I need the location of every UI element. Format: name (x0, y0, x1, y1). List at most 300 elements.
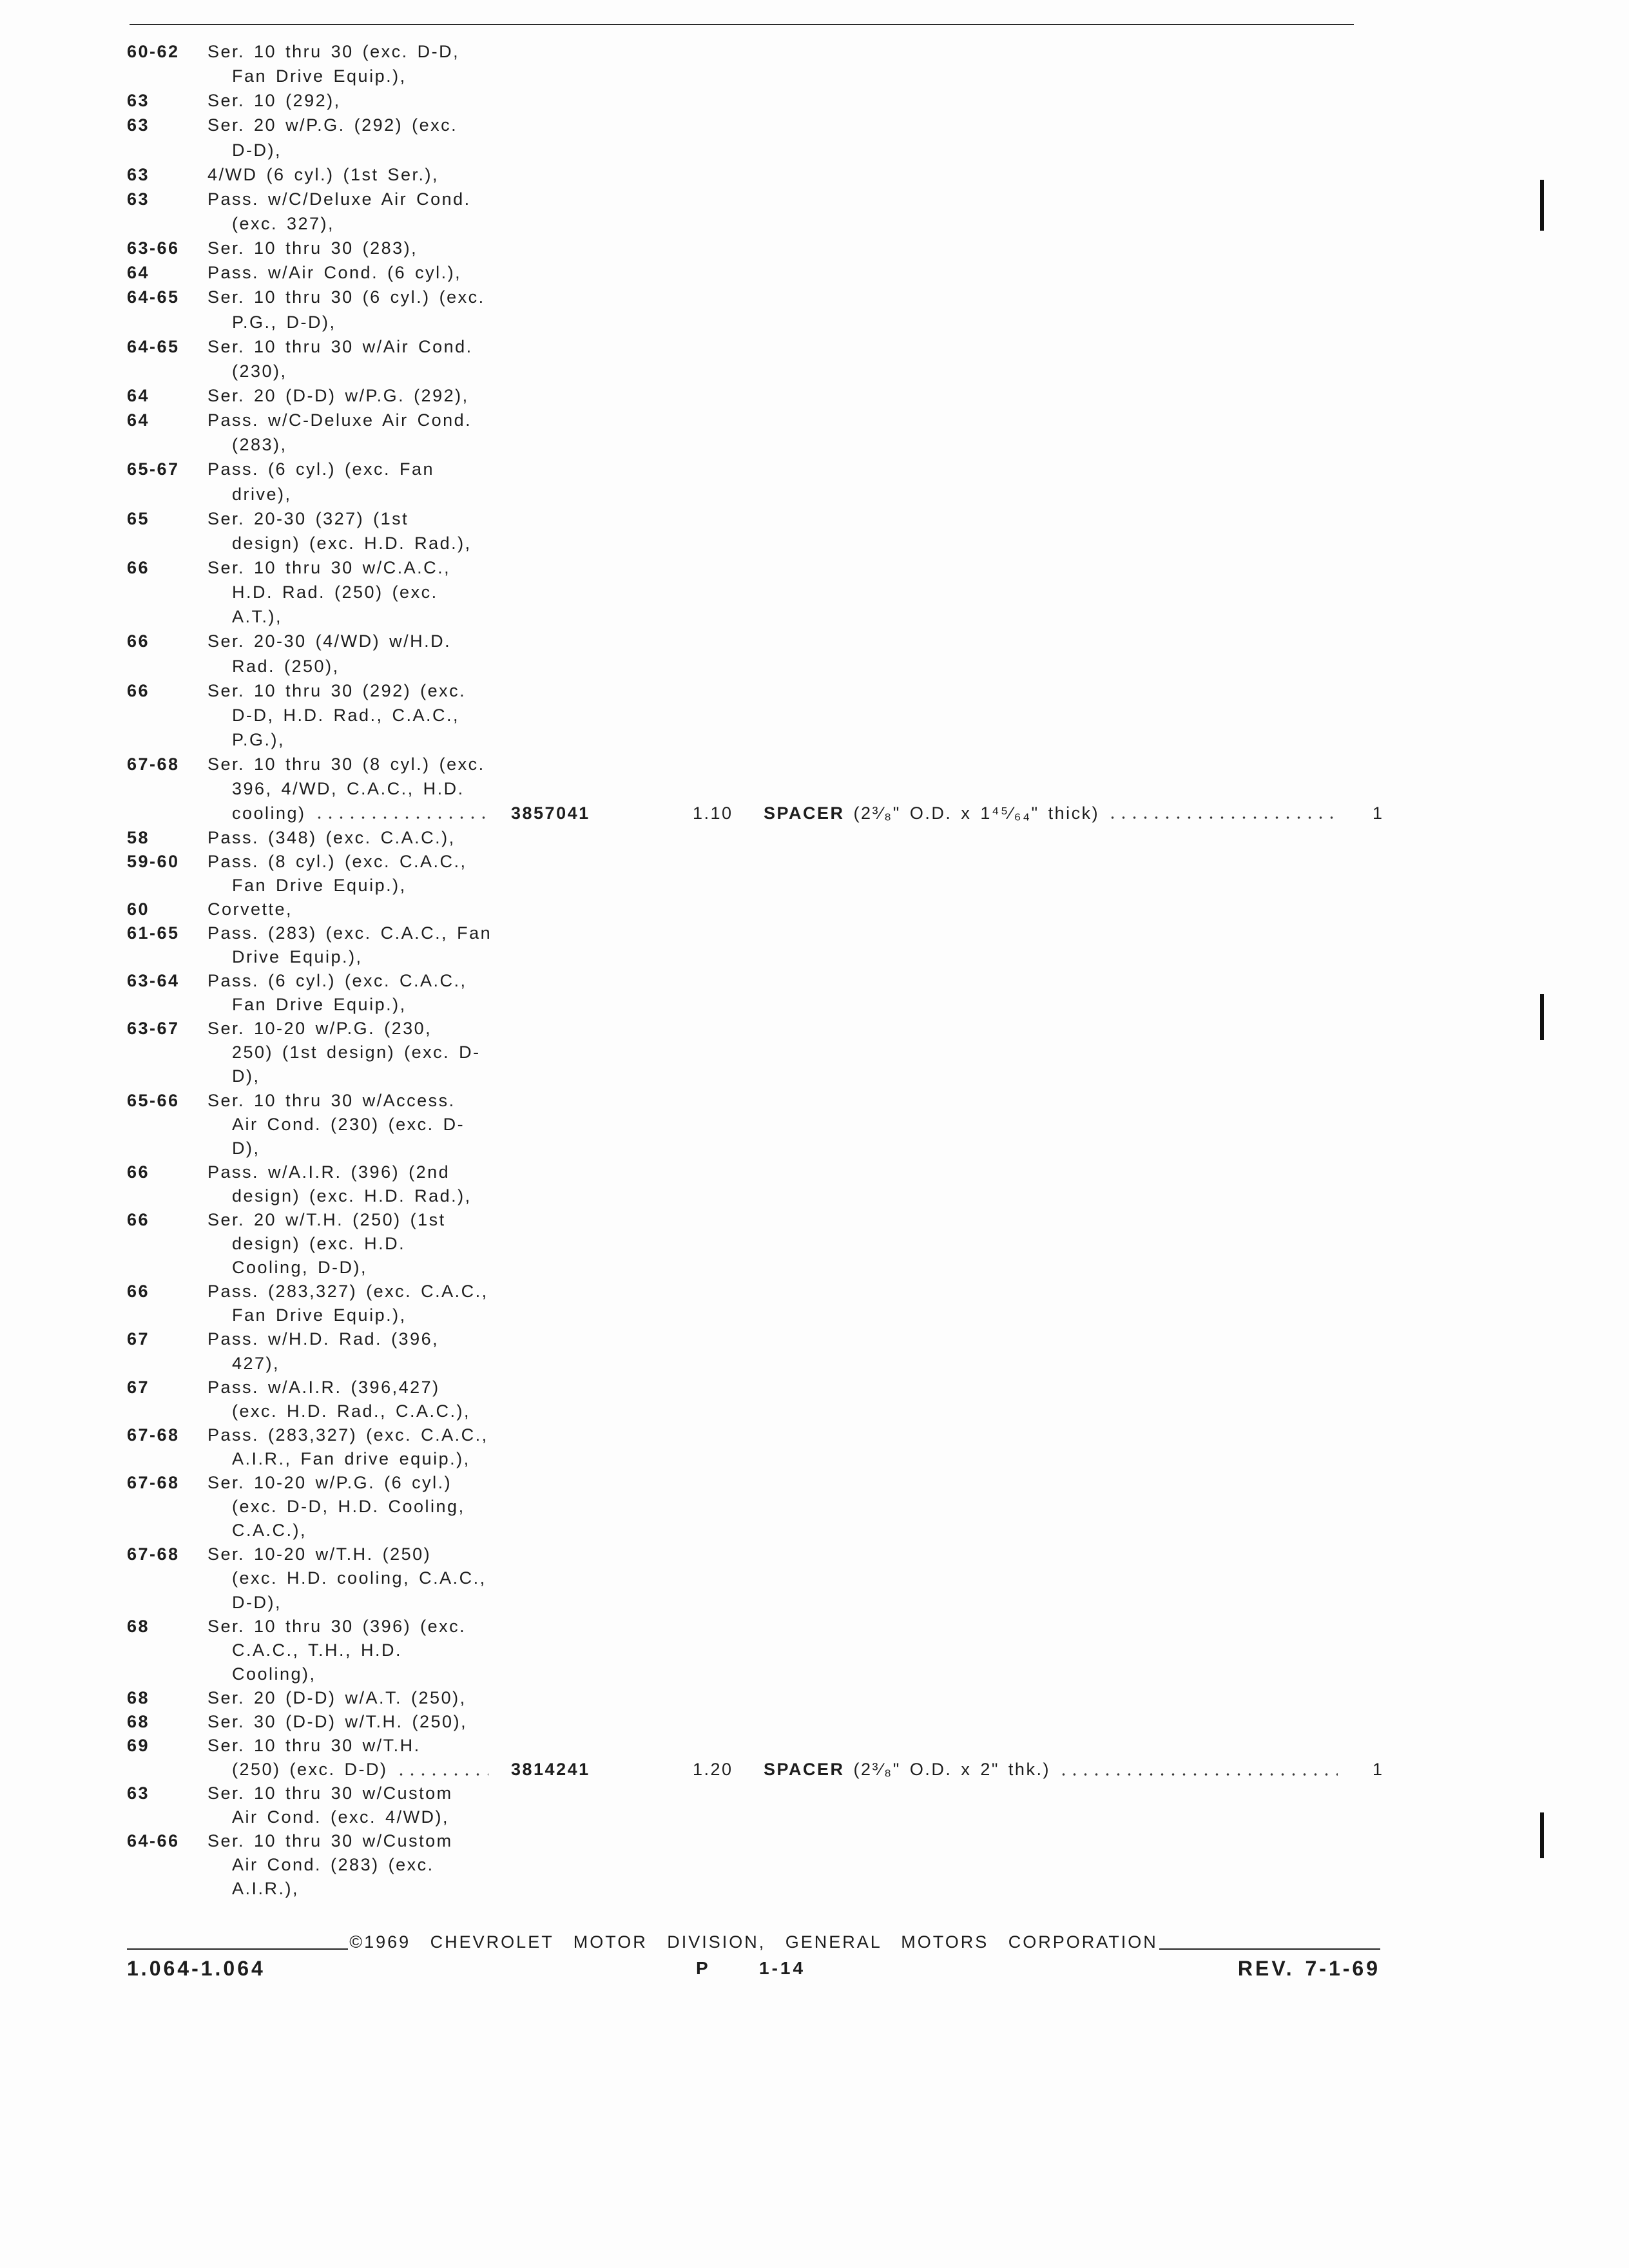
application-description: Air Cond. (exc. 4/WD), (232, 1807, 450, 1827)
model-year: 64-65 (127, 336, 180, 356)
application-entry (0, 850, 1629, 898)
revision-bar (1540, 180, 1544, 231)
application-cell (232, 531, 472, 555)
application-cell (207, 826, 456, 850)
application-description: 396, 4/WD, C.A.C., H.D. (232, 779, 465, 799)
model-year: 64 (127, 263, 150, 283)
application-description: design) (exc. H.D. Rad.), (232, 1186, 472, 1206)
application-line (0, 678, 1629, 703)
application-cell (207, 88, 341, 113)
application-description: Pass. (8 cyl.) (exc. C.A.C., (207, 851, 467, 871)
application-entry (0, 1782, 1629, 1829)
application-line (0, 1137, 1629, 1160)
application-line (0, 776, 1629, 801)
application-line (0, 359, 1629, 383)
application-cell (207, 629, 451, 653)
application-line (0, 1327, 1629, 1351)
application-entry (0, 1160, 1629, 1208)
application-entry (0, 260, 1629, 285)
page-prefix: P (696, 1958, 710, 1978)
model-year: 64 (127, 385, 150, 405)
application-line (0, 1686, 1629, 1710)
model-year: 66 (127, 557, 150, 577)
application-description: Pass. w/H.D. Rad. (396, (207, 1329, 439, 1349)
application-entry (0, 921, 1629, 969)
application-entry (0, 506, 1629, 555)
application-line (0, 703, 1629, 727)
part-group (0, 39, 1629, 826)
application-description: Fan Drive Equip.), (232, 995, 407, 1015)
application-entry (0, 408, 1629, 457)
application-line (0, 1591, 1629, 1615)
application-cell (232, 1877, 299, 1901)
application-description: Ser. 10 thru 30 w/Air Cond. (207, 336, 473, 356)
part-item (764, 1758, 1340, 1782)
application-description: (exc. D-D, H.D. Cooling, (232, 1497, 465, 1517)
application-description: A.I.R.), (232, 1878, 300, 1898)
application-description: Ser. 10 thru 30 w/T.H. (207, 1736, 421, 1756)
application-entry (0, 898, 1629, 921)
application-line (0, 1232, 1629, 1256)
application-cell (207, 1542, 431, 1566)
application-cell (207, 678, 466, 703)
revision-date: REV. 7-1-69 (1237, 1957, 1380, 1980)
application-cell (207, 285, 485, 309)
model-year: 63 (127, 189, 150, 209)
application-cell (232, 1113, 465, 1137)
application-line (0, 1471, 1629, 1495)
application-entry (0, 39, 1629, 88)
application-cell (232, 138, 282, 162)
application-line (0, 1376, 1629, 1399)
application-cell (207, 457, 434, 481)
application-line (0, 629, 1629, 653)
application-entry (0, 1471, 1629, 1542)
application-description: P.G.), (232, 729, 285, 749)
application-entry (0, 1327, 1629, 1375)
application-entry (0, 113, 1629, 162)
application-cell (232, 1662, 316, 1686)
application-entry (0, 1280, 1629, 1327)
application-entry (0, 1542, 1629, 1614)
application-description: D-D), (232, 1592, 282, 1612)
application-cell (232, 945, 363, 969)
application-line (0, 826, 1629, 850)
application-line (0, 1734, 1629, 1758)
footer-copyright-row (127, 1929, 1380, 1955)
application-cell (207, 1829, 453, 1853)
application-entry (0, 678, 1629, 752)
application-line (0, 1542, 1629, 1566)
model-year: 60-62 (127, 42, 180, 61)
revision-bar (1540, 1812, 1544, 1858)
application-cell (207, 334, 473, 359)
application-cell (207, 39, 459, 64)
application-cell (207, 1471, 452, 1495)
application-description: Pass. (283,327) (exc. C.A.C., (207, 1282, 488, 1302)
application-description: Ser. 10-20 w/T.H. (250) (207, 1544, 432, 1564)
application-entry (0, 826, 1629, 850)
application-entry (0, 1376, 1629, 1423)
application-cell (232, 1758, 491, 1782)
application-cell (232, 1256, 367, 1280)
application-description: Drive Equip.), (232, 947, 363, 966)
dot-leader (1058, 1758, 1338, 1782)
application-line (0, 1782, 1629, 1805)
application-line (0, 1829, 1629, 1853)
application-line (0, 752, 1629, 776)
application-line (0, 874, 1629, 898)
application-cell (232, 1591, 282, 1615)
application-line (0, 531, 1629, 555)
application-cell (232, 1137, 260, 1160)
application-entry (0, 1734, 1629, 1782)
application-description: Ser. 10 thru 30 w/Access. (207, 1090, 456, 1110)
application-entry (0, 236, 1629, 260)
model-year: 63-66 (127, 238, 180, 258)
application-description: Fan Drive Equip.), (232, 1305, 407, 1325)
application-cell (207, 1017, 432, 1041)
application-description: Pass. w/Air Cond. (6 cyl.), (207, 263, 462, 283)
application-cell (232, 604, 282, 629)
application-cell (207, 555, 450, 580)
application-cell (232, 801, 491, 825)
application-cell (232, 1232, 405, 1256)
application-line (0, 1423, 1629, 1447)
model-year: 60 (127, 899, 150, 919)
application-cell (232, 310, 336, 334)
application-description: Rad. (250), (232, 656, 340, 676)
application-line (0, 1566, 1629, 1590)
application-entry (0, 1686, 1629, 1710)
part-item (764, 801, 1340, 825)
application-description: A.T.), (232, 607, 283, 627)
application-cell (232, 1303, 407, 1327)
application-entry (0, 752, 1629, 825)
application-line (0, 408, 1629, 432)
application-entry (0, 187, 1629, 236)
application-line (0, 236, 1629, 260)
model-year: 68 (127, 1687, 150, 1707)
model-year: 66 (127, 631, 150, 651)
application-entry (0, 1089, 1629, 1160)
application-line (0, 1853, 1629, 1877)
application-list (0, 39, 1629, 1901)
model-year: 63 (127, 91, 150, 111)
part-number: 3857041 (511, 803, 590, 823)
application-description: 250) (1st design) (exc. D- (232, 1043, 481, 1062)
application-description: P.G., D-D), (232, 312, 336, 332)
application-line (0, 555, 1629, 580)
application-line (0, 1495, 1629, 1519)
application-line (0, 580, 1629, 604)
application-cell (207, 1423, 488, 1447)
application-description: H.D. Rad. (250) (exc. (232, 582, 438, 602)
application-cell (207, 1327, 439, 1351)
application-description: Ser. 20 w/T.H. (250) (1st (207, 1210, 446, 1229)
application-cell (207, 187, 471, 211)
application-line (0, 1877, 1629, 1901)
application-description: Corvette, (207, 899, 293, 919)
application-line (0, 482, 1629, 506)
application-description: Ser. 10 thru 30 (283), (207, 238, 418, 258)
application-cell (232, 211, 334, 236)
application-line (0, 113, 1629, 137)
section-number: 1.064-1.064 (127, 1957, 265, 1980)
application-line (0, 432, 1629, 457)
application-entry (0, 555, 1629, 629)
application-line (0, 1615, 1629, 1639)
application-line (0, 1089, 1629, 1113)
application-entry (0, 162, 1629, 187)
application-cell (232, 1399, 470, 1423)
application-description: Pass. (6 cyl.) (exc. Fan (207, 459, 435, 479)
application-description: Pass. w/A.I.R. (396) (2nd (207, 1162, 450, 1182)
application-cell (207, 850, 467, 874)
application-line (0, 1399, 1629, 1423)
application-description: Ser. 10-20 w/P.G. (6 cyl.) (207, 1473, 452, 1493)
application-description: Ser. 20 (D-D) w/P.G. (292), (207, 385, 469, 405)
application-description: Cooling, D-D), (232, 1258, 368, 1278)
application-cell (232, 1853, 434, 1877)
model-year: 68 (127, 1711, 150, 1731)
model-year: 63 (127, 1783, 150, 1803)
model-year: 64-66 (127, 1831, 180, 1851)
application-cell (207, 260, 461, 285)
application-line (0, 1160, 1629, 1184)
application-cell (232, 1639, 402, 1662)
model-year: 66 (127, 1210, 150, 1229)
application-description: Pass. w/C-Deluxe Air Cond. (207, 410, 472, 430)
application-cell (207, 113, 458, 137)
application-description: (exc. 327), (232, 213, 335, 233)
application-line (0, 285, 1629, 309)
application-cell (232, 64, 407, 88)
application-description: Pass. (6 cyl.) (exc. C.A.C., (207, 971, 467, 991)
model-year: 66 (127, 1282, 150, 1302)
application-cell (207, 1686, 467, 1710)
application-cell (207, 1208, 446, 1232)
dot-leader (1107, 801, 1338, 825)
header-rule (130, 24, 1354, 25)
application-cell (207, 752, 485, 776)
application-line (0, 1519, 1629, 1542)
application-line (0, 1208, 1629, 1232)
application-line (0, 727, 1629, 752)
application-entry (0, 1017, 1629, 1088)
model-year: 63 (127, 115, 150, 135)
model-year: 67-68 (127, 1473, 180, 1493)
part-description: (2³⁄₈" O.D. x 2" thk.) (853, 1760, 1050, 1780)
model-year: 59-60 (127, 851, 180, 871)
application-description: 427), (232, 1353, 280, 1373)
application-line (0, 260, 1629, 285)
application-cell (207, 162, 439, 187)
application-line (0, 1352, 1629, 1376)
application-cell (232, 1495, 465, 1519)
application-line (0, 1184, 1629, 1208)
model-year: 67 (127, 1377, 150, 1397)
application-line (0, 850, 1629, 874)
footer-rule-left (127, 1948, 348, 1950)
application-line (0, 1662, 1629, 1686)
model-year: 64-65 (127, 287, 180, 307)
application-entry (0, 969, 1629, 1017)
application-description: Ser. 10 thru 30 w/C.A.C., (207, 557, 451, 577)
model-year: 63 (127, 164, 150, 184)
application-description: design) (exc. H.D. (232, 1234, 406, 1254)
application-description: Pass. w/C/Deluxe Air Cond. (207, 189, 471, 209)
revision-bar (1540, 994, 1544, 1040)
application-description: (283), (232, 435, 287, 455)
application-line (0, 310, 1629, 334)
application-description: drive), (232, 484, 292, 504)
application-cell (232, 1447, 470, 1471)
application-line (0, 654, 1629, 678)
part-name: SPACER (764, 1760, 845, 1780)
application-entry (0, 629, 1629, 678)
application-description: Fan Drive Equip.), (232, 66, 407, 86)
application-line (0, 969, 1629, 993)
application-description: Ser. 10 thru 30 w/Custom (207, 1831, 453, 1851)
application-description: Pass. w/A.I.R. (396,427) (207, 1377, 440, 1397)
application-cell (207, 1376, 440, 1399)
application-line (0, 1256, 1629, 1280)
model-year: 67 (127, 1329, 150, 1349)
application-entry (0, 1423, 1629, 1471)
application-description: Cooling), (232, 1664, 316, 1684)
application-line (0, 1639, 1629, 1662)
application-line (0, 1064, 1629, 1088)
application-description: Ser. 10 thru 30 (292) (exc. (207, 680, 467, 700)
dot-leader (396, 1758, 488, 1782)
application-line (0, 457, 1629, 481)
part-group (0, 826, 1629, 1782)
application-cell (232, 1519, 307, 1542)
application-line (0, 921, 1629, 945)
application-description: Ser. 10 (292), (207, 91, 341, 111)
application-description: (250) (exc. D-D) (232, 1760, 388, 1780)
model-year: 66 (127, 680, 150, 700)
model-year: 64 (127, 410, 150, 430)
application-line (0, 604, 1629, 629)
application-cell (207, 236, 418, 260)
application-entry (0, 285, 1629, 334)
footer-info-row (0, 1955, 1629, 1982)
application-cell (232, 654, 340, 678)
application-line (0, 64, 1629, 88)
application-cell (207, 1710, 467, 1734)
application-description: Air Cond. (230) (exc. D- (232, 1114, 465, 1134)
application-description: Ser. 10-20 w/P.G. (230, (207, 1019, 432, 1039)
application-cell (232, 1566, 487, 1590)
model-year: 66 (127, 1162, 150, 1182)
application-line (0, 898, 1629, 921)
application-entry (0, 88, 1629, 113)
application-cell (207, 383, 469, 408)
application-line (0, 1041, 1629, 1064)
footer-rule-right (1159, 1948, 1380, 1950)
application-description: A.I.R., Fan drive equip.), (232, 1448, 470, 1468)
application-entry (0, 457, 1629, 506)
application-description: Ser. 30 (D-D) w/T.H. (250), (207, 1711, 468, 1731)
application-cell (207, 969, 467, 993)
model-year: 68 (127, 1616, 150, 1636)
application-description: Ser. 10 thru 30 (exc. D-D, (207, 42, 460, 61)
part-group (0, 1782, 1629, 1900)
model-year: 63-67 (127, 1019, 180, 1039)
part-description: (2³⁄₈" O.D. x 1⁴⁵⁄₆₄" thick) (853, 803, 1100, 823)
application-description: Air Cond. (283) (exc. (232, 1854, 434, 1874)
application-line (0, 1303, 1629, 1327)
application-description: design) (exc. H.D. Rad.), (232, 533, 472, 553)
application-line (0, 39, 1629, 64)
application-line (0, 162, 1629, 187)
model-year: 67-68 (127, 1544, 180, 1564)
application-description: Pass. (348) (exc. C.A.C.), (207, 827, 456, 847)
application-cell (232, 993, 407, 1017)
application-cell (207, 1160, 450, 1184)
application-cell (207, 1782, 453, 1805)
application-line (0, 211, 1629, 236)
application-cell (207, 1089, 456, 1113)
application-line (0, 334, 1629, 359)
part-name: SPACER (764, 803, 845, 823)
application-cell (232, 727, 285, 752)
application-description: Ser. 10 thru 30 (6 cyl.) (exc. (207, 287, 485, 307)
application-description: D), (232, 1066, 260, 1086)
model-year: 63-64 (127, 971, 180, 991)
model-year: 65 (127, 508, 150, 528)
application-description: (exc. H.D. cooling, C.A.C., (232, 1568, 487, 1588)
model-year: 65-66 (127, 1090, 180, 1110)
application-cell (207, 1734, 421, 1758)
application-line (0, 1758, 1629, 1782)
application-cell (207, 898, 293, 921)
application-cell (232, 1805, 449, 1829)
application-cell (232, 776, 465, 801)
model-year: 65-67 (127, 459, 180, 479)
application-cell (207, 921, 492, 945)
application-description: Ser. 20-30 (4/WD) w/H.D. (207, 631, 452, 651)
application-description: Fan Drive Equip.), (232, 875, 407, 895)
application-cell (232, 432, 287, 457)
application-entry (0, 334, 1629, 383)
application-description: Pass. (283) (exc. C.A.C., Fan (207, 923, 492, 943)
model-year: 61-65 (127, 923, 180, 943)
application-line (0, 801, 1629, 825)
application-cell (232, 1041, 481, 1064)
application-description: Ser. 20 w/P.G. (292) (exc. (207, 115, 458, 135)
application-description: Ser. 20 (D-D) w/A.T. (250), (207, 1687, 467, 1707)
application-description: (230), (232, 361, 287, 381)
quantity: 1 (1373, 1760, 1384, 1780)
application-line (0, 1710, 1629, 1734)
application-cell (232, 1064, 260, 1088)
application-cell (232, 874, 407, 898)
application-cell (207, 408, 472, 432)
application-description: Ser. 20-30 (327) (1st (207, 508, 409, 528)
application-entry (0, 1208, 1629, 1280)
application-description: Ser. 10 thru 30 (396) (exc. (207, 1616, 467, 1636)
model-year: 69 (127, 1736, 150, 1756)
application-cell (207, 1280, 488, 1303)
application-cell (232, 359, 287, 383)
application-line (0, 1113, 1629, 1137)
application-line (0, 945, 1629, 969)
application-cell (232, 703, 459, 727)
application-entry (0, 383, 1629, 408)
